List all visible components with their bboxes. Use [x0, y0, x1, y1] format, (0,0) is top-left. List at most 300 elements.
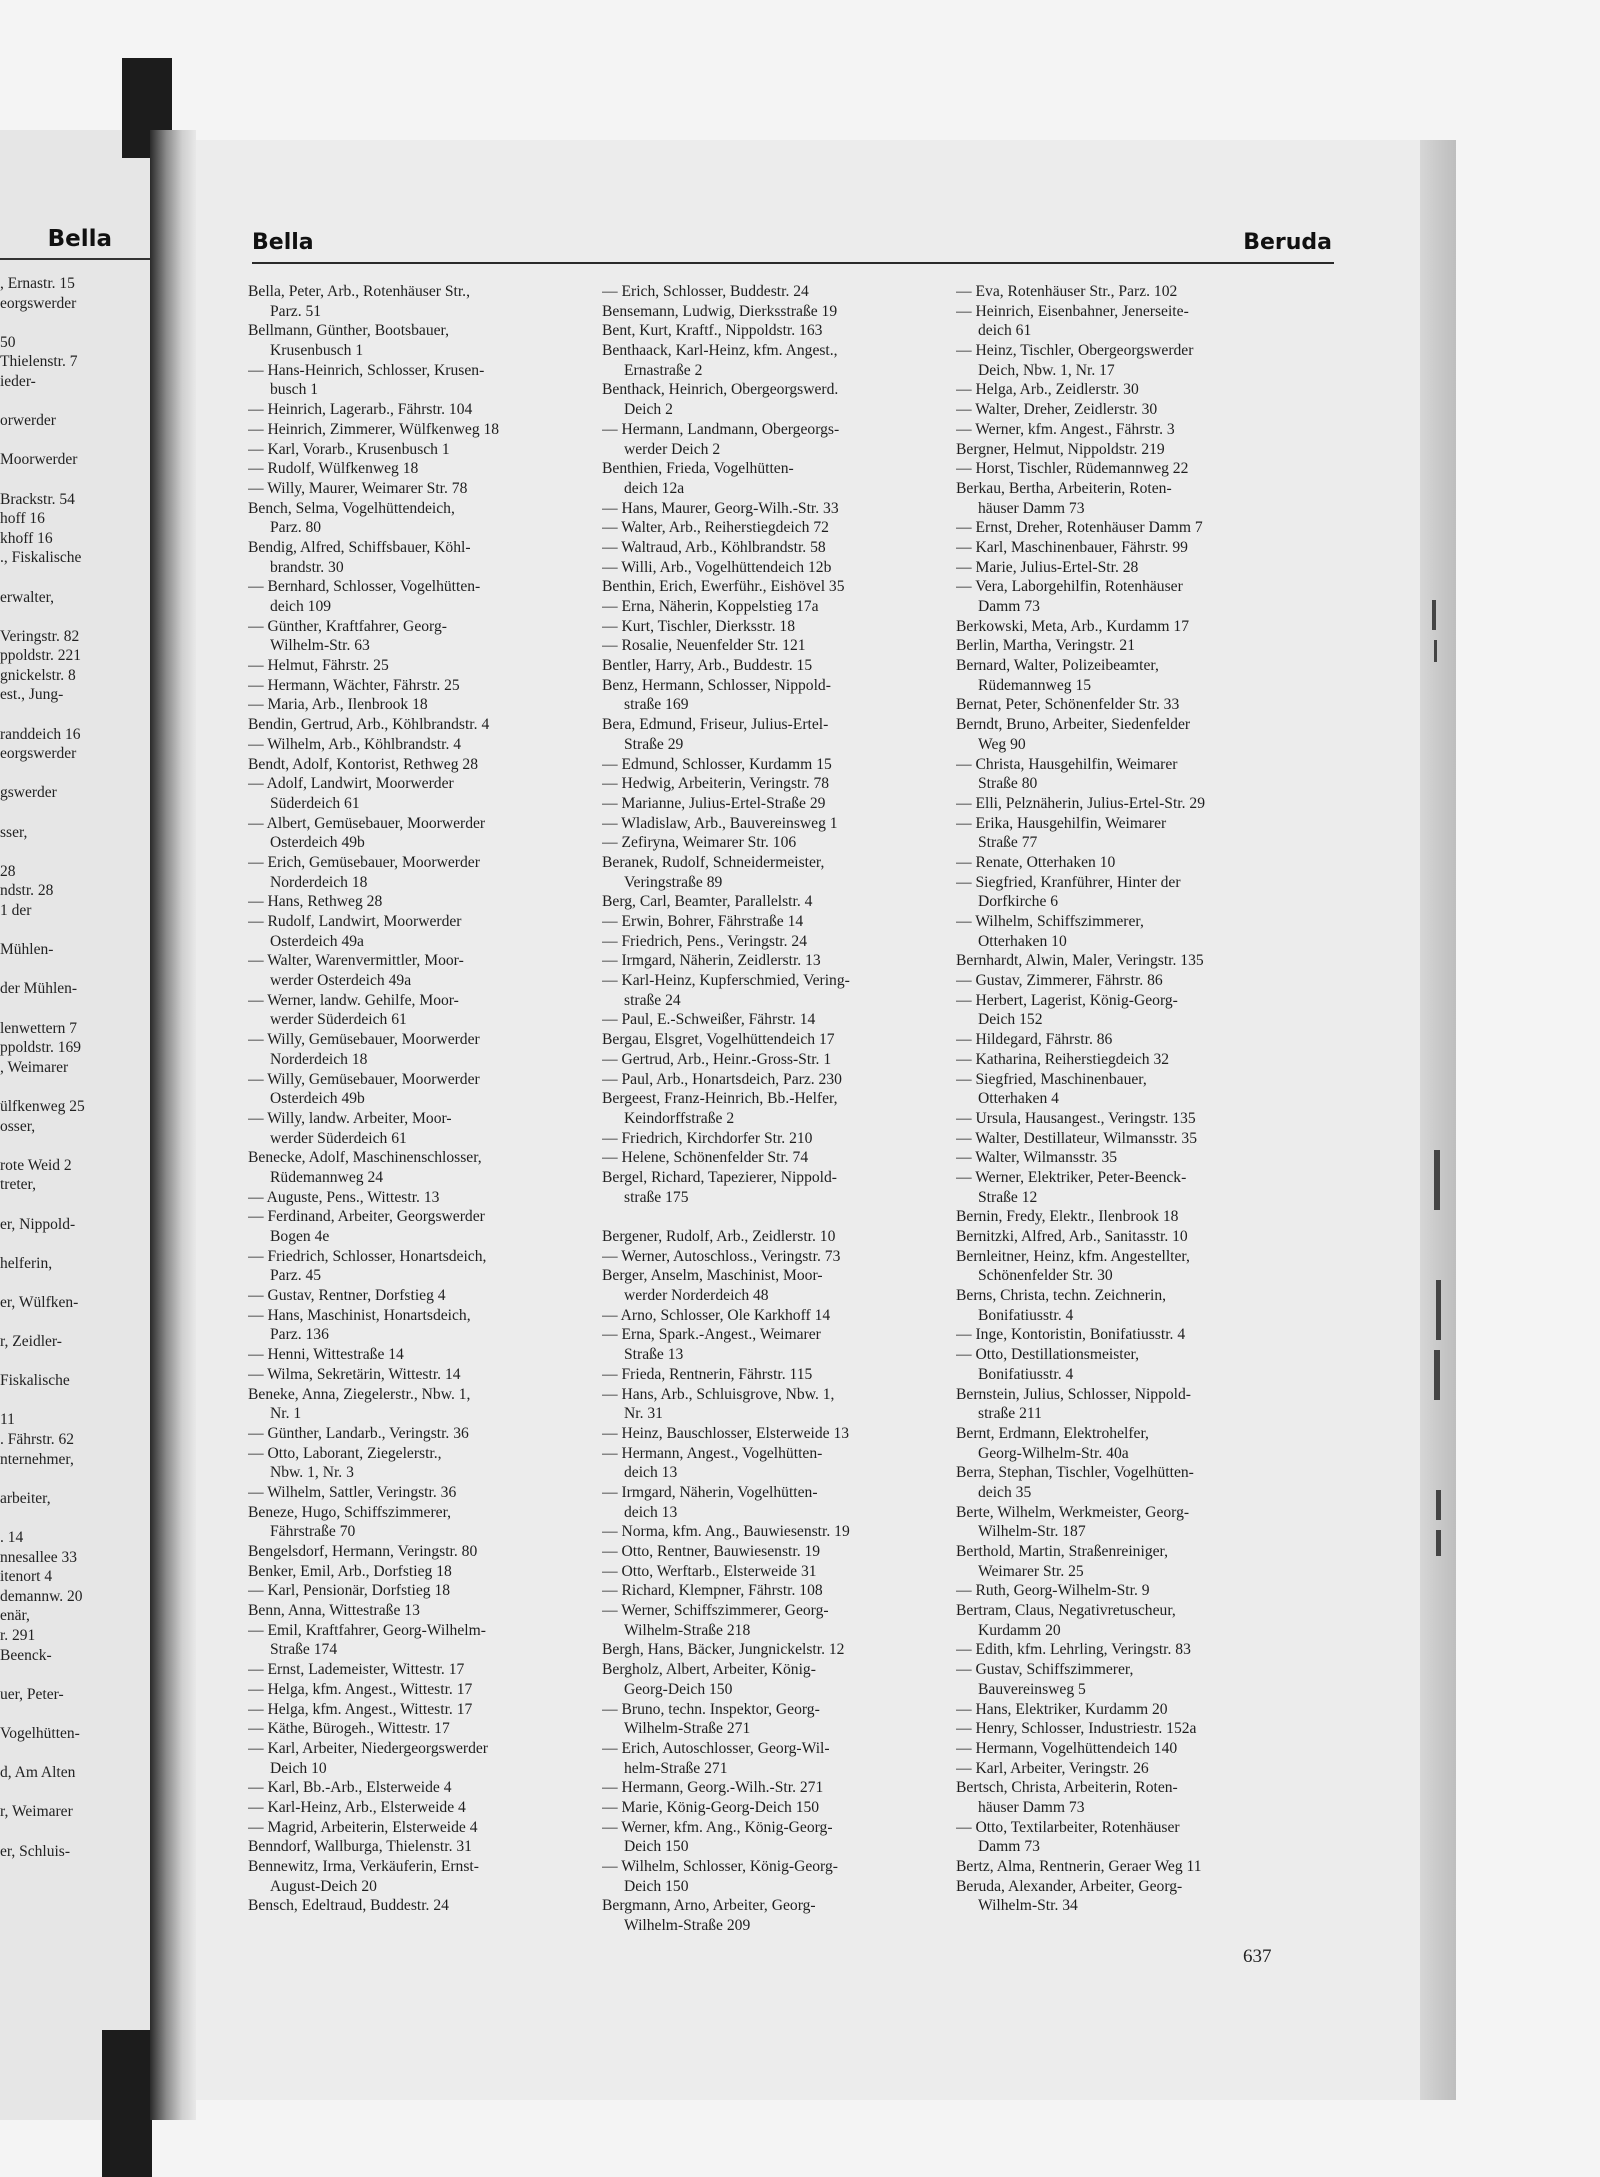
directory-entry-line: deich 35	[978, 1483, 1032, 1501]
directory-entry-line: — Katharina, Reiherstiegdeich 32	[956, 1050, 1170, 1068]
directory-entry-line: — Erwin, Bohrer, Fährstraße 14	[602, 913, 804, 930]
directory-entry-line: — Helga, kfm. Angest., Wittestr. 17	[248, 1680, 473, 1698]
left-page-line: gswerder	[0, 784, 57, 802]
directory-entry-line: Parz. 80	[270, 519, 322, 537]
left-page-line: 1 der	[0, 902, 32, 919]
directory-entry-line: Beranek, Rudolf, Schneidermeister,	[602, 853, 825, 871]
left-page-line: lenwettern 7	[0, 1019, 78, 1037]
directory-entry-line: — Wilma, Sekretärin, Wittestr. 14	[248, 1365, 461, 1383]
directory-entry-line: Damm 73	[978, 598, 1040, 615]
directory-entry-line: Weg 90	[978, 735, 1026, 753]
directory-entry-line: — Ursula, Hausangest., Veringstr. 135	[956, 1109, 1196, 1127]
header-first-name: Bella	[252, 230, 314, 255]
left-page-line: ülfkenweg 25	[0, 1097, 85, 1115]
directory-entry-line: Bauvereinsweg 5	[978, 1680, 1086, 1698]
directory-entry-line: — Erna, Spark.-Angest., Weimarer	[602, 1326, 821, 1344]
directory-entry-line: Osterdeich 49b	[270, 1090, 365, 1108]
directory-entry-line: Bergeest, Franz-Heinrich, Bb.-Helfer,	[602, 1090, 838, 1108]
directory-entry-line: deich 13	[624, 1464, 678, 1482]
directory-entry-line: — Albert, Gemüsebauer, Moorwerder	[248, 814, 486, 832]
directory-entry-line: — Paul, Arb., Honartsdeich, Parz. 230	[602, 1070, 842, 1088]
directory-entry-line: — Wladislaw, Arb., Bauvereinsweg 1	[602, 814, 838, 832]
directory-entry-line: — Erich, Schlosser, Buddestr. 24	[602, 283, 809, 300]
directory-entry-line: — Willy, Maurer, Weimarer Str. 78	[248, 479, 468, 497]
left-page-line	[0, 705, 150, 725]
directory-entry-line: Benthaack, Karl-Heinz, kfm. Angest.,	[602, 342, 838, 360]
directory-entry-line: — Gustav, Schiffszimmerer,	[956, 1661, 1134, 1679]
directory-entry-line: — Helga, kfm. Angest., Wittestr. 17	[248, 1700, 473, 1718]
directory-entry-line: — Willy, Gemüsebauer, Moorwerder	[248, 1031, 480, 1049]
directory-entry-line: Bernard, Walter, Polizeibeamter,	[956, 657, 1159, 675]
left-page-line: sser,	[0, 823, 28, 841]
directory-entry-line: — Otto, Werftarb., Elsterweide 31	[602, 1562, 817, 1580]
directory-entry-line: — Otto, Laborant, Ziegelerstr.,	[248, 1444, 442, 1462]
directory-entry-line: Straße 13	[624, 1346, 684, 1364]
directory-entry-line: — Heinrich, Lagerarb., Fährstr. 104	[248, 401, 473, 419]
directory-entry-line: Georg-Deich 150	[624, 1680, 733, 1698]
directory-entry-line: — Herbert, Lagerist, König-Georg-	[956, 991, 1178, 1009]
directory-entry-line: — Norma, kfm. Ang., Bauwiesenstr. 19	[602, 1523, 850, 1541]
binding-bottom	[102, 2030, 152, 2177]
directory-entry-line: Osterdeich 49a	[270, 932, 364, 950]
directory-entry-line: — Renate, Otterhaken 10	[956, 853, 1116, 871]
directory-entry-line: — Hermann, Angest., Vogelhütten-	[602, 1444, 823, 1462]
directory-entry-line: Wilhelm-Str. 187	[978, 1523, 1086, 1541]
directory-entry-line: Bonifatiusstr. 4	[978, 1306, 1074, 1324]
left-page-line	[0, 764, 150, 784]
directory-entry-line: deich 61	[978, 322, 1032, 340]
column-2	[602, 282, 952, 1936]
directory-entry-line: Berkau, Bertha, Arbeiterin, Roten-	[956, 479, 1172, 497]
directory-entry-line: straße 24	[624, 991, 681, 1009]
left-page-line: rote Weid 2	[0, 1156, 72, 1174]
directory-entry-line: — Paul, E.-Schweißer, Fährstr. 14	[602, 1011, 816, 1029]
directory-entry-line: Benthack, Heinrich, Obergeorgswerd.	[602, 381, 839, 399]
directory-entry-line: werder Norderdeich 48	[624, 1287, 769, 1305]
directory-entry-line: straße 211	[978, 1405, 1042, 1423]
directory-entry-line: — Willy, Gemüsebauer, Moorwerder	[248, 1070, 480, 1088]
directory-entry-line: — Hermann, Landmann, Obergeorgs-	[602, 420, 840, 438]
directory-entry-line: — Otto, Textilarbeiter, Rotenhäuser	[956, 1818, 1180, 1836]
left-page-line: helferin,	[0, 1254, 53, 1272]
directory-entry-line: Straße 80	[978, 775, 1038, 793]
left-page-line	[0, 568, 150, 588]
scan-mark	[1434, 640, 1437, 662]
directory-entry-line: Bogen 4e	[270, 1228, 330, 1245]
directory-entry-line: Bernitzki, Alfred, Arb., Sanitasstr. 10	[956, 1228, 1188, 1245]
left-page-line: nnesallee 33	[0, 1548, 78, 1566]
left-page-line	[0, 1744, 150, 1764]
directory-entry-line: — Friedrich, Pens., Veringstr. 24	[602, 932, 808, 950]
directory-entry-line: — Karl, Maschinenbauer, Fährstr. 99	[956, 538, 1188, 556]
scan-mark	[1436, 1530, 1441, 1556]
directory-entry-line: Deich 150	[624, 1877, 689, 1895]
left-page-header-rule	[0, 258, 150, 260]
directory-entry-line: — Waltraud, Arb., Köhlbrandstr. 58	[602, 538, 826, 556]
directory-entry-line: Norderdeich 18	[270, 1050, 368, 1068]
left-page-line: ppoldstr. 169	[0, 1039, 81, 1057]
directory-entry-line: — Wilhelm, Schlosser, König-Georg-	[602, 1858, 838, 1875]
directory-entry-line: Bernstein, Julius, Schlosser, Nippold-	[956, 1385, 1192, 1403]
left-page-line: Moorwerder	[0, 451, 78, 469]
left-facing-page	[0, 130, 150, 2120]
directory-entry-line: — Werner, Elektriker, Peter-Beenck-	[956, 1168, 1187, 1186]
directory-entry-line: Straße 12	[978, 1188, 1038, 1206]
directory-entry-line: Bernat, Peter, Schönenfelder Str. 33	[956, 696, 1180, 714]
directory-entry-line: Benndorf, Wallburga, Thielenstr. 31	[248, 1838, 472, 1856]
directory-entry-line: — Magrid, Arbeiterin, Elsterweide 4	[248, 1818, 478, 1836]
directory-entry-line: — Friedrich, Kirchdorfer Str. 210	[602, 1129, 813, 1147]
directory-entry-line: — Zefiryna, Weimarer Str. 106	[602, 834, 797, 852]
directory-entry-line: häuser Damm 73	[978, 499, 1085, 517]
left-page-text	[0, 274, 150, 1861]
directory-entry-line: — Henni, Wittestraße 14	[248, 1346, 404, 1364]
directory-entry-line: — Helmut, Fährstr. 25	[248, 657, 389, 675]
left-page-line	[0, 1077, 150, 1097]
directory-entry-line: Parz. 45	[270, 1267, 322, 1285]
left-page-line	[0, 1391, 150, 1411]
directory-entry-line: Benecke, Adolf, Maschinenschlosser,	[248, 1149, 482, 1167]
directory-entry-line: — Edith, kfm. Lehrling, Veringstr. 83	[956, 1641, 1191, 1659]
directory-entry-line: — Maria, Arb., Ilenbrook 18	[248, 696, 428, 714]
directory-entry-line: — Günther, Landarb., Veringstr. 36	[248, 1424, 469, 1442]
directory-entry-line: — Vera, Laborgehilfin, Rotenhäuser	[956, 578, 1183, 596]
directory-entry-line: Weimarer Str. 25	[978, 1562, 1084, 1580]
directory-entry-line: — Heinrich, Eisenbahner, Jenerseite-	[956, 302, 1189, 320]
left-page-line: Vogelhütten-	[0, 1724, 80, 1742]
directory-entry-line: Straße 77	[978, 834, 1038, 852]
directory-entry-line: — Siegfried, Kranführer, Hinter der	[956, 873, 1181, 891]
left-page-line	[0, 1273, 150, 1293]
header-last-name: Beruda	[1243, 230, 1332, 255]
left-page-line	[0, 1822, 150, 1842]
directory-entry-line: Benn, Anna, Wittestraße 13	[248, 1602, 420, 1620]
directory-entry-line: helm-Straße 271	[624, 1759, 728, 1777]
directory-entry-line: häuser Damm 73	[978, 1798, 1085, 1816]
left-page-line: osser,	[0, 1117, 36, 1135]
directory-entry-line: Bertz, Alma, Rentnerin, Geraer Weg 11	[956, 1858, 1202, 1875]
directory-entry-line: Veringstraße 89	[624, 873, 723, 891]
directory-entry-line: — Friedrich, Schlosser, Honartsdeich,	[248, 1247, 487, 1265]
directory-entry-line: Beneze, Hugo, Schiffszimmerer,	[248, 1503, 452, 1521]
directory-entry-line: deich 12a	[624, 479, 685, 497]
directory-entry-line: Nr. 1	[270, 1405, 302, 1423]
left-page-line	[0, 1352, 150, 1372]
left-page-line: Beenck-	[0, 1646, 52, 1664]
directory-entry-line: Bellmann, Günther, Bootsbauer,	[248, 322, 449, 340]
left-page-line	[0, 1195, 150, 1215]
book-gutter	[150, 130, 196, 2120]
left-page-line: Thielenstr. 7	[0, 353, 78, 371]
directory-entry-line: — Hans, Maurer, Georg-Wilh.-Str. 33	[602, 499, 839, 517]
directory-entry-line: Deich 152	[978, 1011, 1043, 1029]
left-page-line: eorgswerder	[0, 745, 77, 763]
left-page-line: , Weimarer	[0, 1058, 69, 1076]
left-page-line	[0, 313, 150, 333]
directory-entry-line: — Heinrich, Zimmerer, Wülfkenweg 18	[248, 420, 500, 438]
left-page-line: ., Fiskalische	[0, 549, 82, 567]
directory-entry-line: — Walter, Arb., Reiherstiegdeich 72	[602, 519, 829, 537]
left-page-line: er, Nippold-	[0, 1215, 76, 1233]
directory-entry-line: Berndt, Bruno, Arbeiter, Siedenfelder	[956, 716, 1191, 734]
directory-entry-line: — Wilhelm, Schiffszimmerer,	[956, 913, 1144, 930]
directory-entry-line: — Eva, Rotenhäuser Str., Parz. 102	[956, 283, 1178, 300]
directory-entry-line: Bengelsdorf, Hermann, Veringstr. 80	[248, 1543, 478, 1560]
column-3	[956, 282, 1306, 1916]
directory-entry-line: — Gustav, Zimmerer, Fährstr. 86	[956, 972, 1163, 990]
left-page-line: Mühlen-	[0, 941, 54, 959]
left-page-line: Fiskalische	[0, 1372, 70, 1390]
left-page-line: 11	[0, 1411, 15, 1429]
directory-entry-line: — Elli, Pelznäherin, Julius-Ertel-Str. 29	[956, 794, 1206, 812]
directory-entry-line: Krusenbusch 1	[270, 342, 364, 360]
directory-entry-line: Ernastraße 2	[624, 361, 703, 379]
directory-entry-line: busch 1	[270, 381, 319, 399]
directory-entry-line: — Hermann, Vogelhüttendeich 140	[956, 1739, 1178, 1757]
directory-entry-line: Bensemann, Ludwig, Dierksstraße 19	[602, 302, 838, 320]
left-page-line: nternehmer,	[0, 1450, 74, 1468]
directory-entry-line: — Gertrud, Arb., Heinr.-Gross-Str. 1	[602, 1050, 832, 1068]
directory-entry-line: — Walter, Destillateur, Wilmansstr. 35	[956, 1129, 1197, 1147]
directory-entry-line: — Edmund, Schlosser, Kurdamm 15	[602, 755, 832, 773]
column-1	[248, 282, 598, 1916]
directory-entry-line: — Bruno, techn. Inspektor, Georg-	[602, 1700, 820, 1718]
left-page-line: er, Wülfken-	[0, 1293, 79, 1311]
directory-entry-line: — Irmgard, Näherin, Vogelhütten-	[602, 1483, 818, 1501]
left-page-line	[0, 803, 150, 823]
directory-entry-line: — Rudolf, Wülfkenweg 18	[248, 460, 419, 478]
left-page-line	[0, 1136, 150, 1156]
directory-entry-line: Wilhelm-Straße 218	[624, 1621, 751, 1639]
left-page-line	[0, 842, 150, 862]
directory-entry-line: Bergener, Rudolf, Arb., Zeidlerstr. 10	[602, 1228, 836, 1245]
scan-mark	[1432, 600, 1436, 630]
left-page-line: ppoldstr. 221	[0, 647, 81, 665]
directory-entry-line: — Ernst, Dreher, Rotenhäuser Damm 7	[956, 519, 1203, 537]
directory-entry-line: — Hildegard, Fährstr. 86	[956, 1031, 1113, 1049]
directory-entry-line: — Frieda, Rentnerin, Fährstr. 115	[602, 1365, 813, 1383]
left-page-header: Bella	[47, 226, 112, 252]
directory-entry-line: Otterhaken 4	[978, 1090, 1059, 1108]
directory-entry-line: Berte, Wilhelm, Werkmeister, Georg-	[956, 1503, 1190, 1521]
left-page-line: r, Weimarer	[0, 1803, 73, 1821]
directory-entry-line: werder Osterdeich 49a	[270, 972, 412, 990]
left-page-line: r, Zeidler-	[0, 1333, 62, 1351]
left-page-line: , Ernastr. 15	[0, 275, 75, 292]
directory-entry-line: Benker, Emil, Arb., Dorfstieg 18	[248, 1562, 452, 1580]
directory-entry-line: Bensch, Edeltraud, Buddestr. 24	[248, 1897, 449, 1915]
directory-entry-line: Wilhelm-Straße 271	[624, 1720, 751, 1738]
left-page-line: khoff 16	[0, 529, 53, 547]
left-page-line: Brackstr. 54	[0, 490, 75, 508]
left-page-line: r. 291	[0, 1626, 36, 1644]
left-page-line	[0, 1469, 150, 1489]
directory-entry-line: Bergholz, Albert, Arbeiter, König-	[602, 1661, 816, 1679]
directory-entry-line: — Walter, Wilmansstr. 35	[956, 1149, 1118, 1167]
directory-entry-line: — Heinz, Tischler, Obergeorgswerder	[956, 342, 1194, 360]
directory-entry-line: — Inge, Kontoristin, Bonifatiusstr. 4	[956, 1326, 1186, 1344]
directory-entry-line: Beneke, Anna, Ziegelerstr., Nbw. 1,	[248, 1385, 471, 1403]
scan-mark	[1434, 1150, 1440, 1210]
directory-entry-line: — Rudolf, Landwirt, Moorwerder	[248, 913, 462, 930]
left-page-line: uer, Peter-	[0, 1685, 64, 1703]
header-rule	[252, 262, 1334, 264]
directory-entry-line: — Christa, Hausgehilfin, Weimarer	[956, 755, 1178, 773]
directory-entry-line: Berns, Christa, techn. Zeichnerin,	[956, 1287, 1167, 1305]
left-page-line	[0, 470, 150, 490]
directory-entry-line: Bernin, Fredy, Elektr., Ilenbrook 18	[956, 1208, 1179, 1226]
left-page-line	[0, 1312, 150, 1332]
directory-entry-line: Dorfkirche 6	[978, 893, 1059, 911]
directory-entry-line: — Hans, Maschinist, Honartsdeich,	[248, 1306, 471, 1324]
left-page-line: erwalter,	[0, 588, 55, 606]
directory-entry-line: — Helene, Schönenfelder Str. 74	[602, 1149, 809, 1167]
left-page-line: . Fährstr. 62	[0, 1431, 75, 1449]
left-page-line	[0, 1704, 150, 1724]
directory-entry-line: — Karl, Arbeiter, Veringstr. 26	[956, 1759, 1149, 1777]
directory-entry-line: Benz, Hermann, Schlosser, Nippold-	[602, 676, 831, 694]
left-page-line	[0, 921, 150, 941]
left-page-line: itenort 4	[0, 1568, 53, 1586]
directory-entry-line: Bernt, Erdmann, Elektrohelfer,	[956, 1424, 1149, 1442]
left-page-line: d, Am Alten	[0, 1764, 76, 1782]
directory-entry-line: — Erich, Autoschlosser, Georg-Wil-	[602, 1739, 830, 1757]
directory-entry-line: deich 109	[270, 598, 332, 615]
directory-entry-line: Bertsch, Christa, Arbeiterin, Roten-	[956, 1779, 1178, 1797]
directory-entry-line: Rüdemannweg 24	[270, 1168, 384, 1186]
directory-entry-line: Rüdemannweg 15	[978, 676, 1092, 694]
directory-entry-line: Bendig, Alfred, Schiffsbauer, Köhl-	[248, 538, 471, 556]
directory-entry-line: — Erika, Hausgehilfin, Weimarer	[956, 814, 1167, 832]
directory-entry-line: straße 169	[624, 696, 689, 714]
directory-entry-line: — Erich, Gemüsebauer, Moorwerder	[248, 853, 480, 871]
directory-entry-line: — Marie, Julius-Ertel-Str. 28	[956, 558, 1139, 576]
directory-entry-line: — Karl, Pensionär, Dorfstieg 18	[248, 1582, 451, 1600]
directory-entry-line: Schönenfelder Str. 30	[978, 1267, 1113, 1285]
left-page-line	[0, 1234, 150, 1254]
left-page-line: demannw. 20	[0, 1587, 83, 1605]
directory-entry-line: werder Süderdeich 61	[270, 1129, 407, 1147]
directory-entry-line: — Richard, Klempner, Fährstr. 108	[602, 1582, 823, 1600]
scan-mark	[1436, 1490, 1441, 1520]
left-page-line: treter,	[0, 1176, 36, 1194]
left-page-line: . 14	[0, 1529, 24, 1546]
directory-entry-line: Bendt, Adolf, Kontorist, Rethweg 28	[248, 755, 478, 773]
directory-entry-line: Nr. 31	[624, 1405, 663, 1423]
directory-entry-line: Berkowski, Meta, Arb., Kurdamm 17	[956, 617, 1190, 635]
directory-entry-line: brandstr. 30	[270, 558, 344, 576]
directory-entry-line: Deich 150	[624, 1838, 689, 1856]
directory-entry-line: Straße 174	[270, 1641, 338, 1659]
directory-entry-line: Keindorffstraße 2	[624, 1109, 735, 1127]
directory-entry-line: Deich, Nbw. 1, Nr. 17	[978, 361, 1115, 379]
directory-entry-line: Nbw. 1, Nr. 3	[270, 1464, 354, 1482]
directory-entry-line: Bera, Edmund, Friseur, Julius-Ertel-	[602, 716, 829, 734]
directory-entry-line	[602, 1207, 952, 1227]
directory-entry-line: Fährstraße 70	[270, 1523, 356, 1541]
left-page-line: ieder-	[0, 372, 36, 390]
directory-page	[196, 140, 1436, 2100]
directory-entry-line: Bonifatiusstr. 4	[978, 1365, 1074, 1383]
directory-entry-line: Berger, Anselm, Maschinist, Moor-	[602, 1267, 823, 1285]
directory-entry-line: — Werner, kfm. Ang., König-Georg-	[602, 1818, 833, 1836]
page-edge	[1420, 140, 1456, 2100]
directory-entry-line: Bench, Selma, Vogelhüttendeich,	[248, 499, 455, 517]
directory-entry-line: Deich 2	[624, 401, 673, 419]
directory-entry-line: Bendin, Gertrud, Arb., Köhlbrandstr. 4	[248, 716, 490, 734]
directory-entry-line: — Werner, kfm. Angest., Fährstr. 3	[956, 420, 1175, 438]
left-page-line: est., Jung-	[0, 686, 64, 704]
directory-entry-line: Berg, Carl, Beamter, Parallelstr. 4	[602, 893, 813, 911]
directory-entry-line: — Willy, landw. Arbeiter, Moor-	[248, 1109, 452, 1127]
directory-entry-line: Wilhelm-Str. 34	[978, 1897, 1078, 1915]
left-page-line	[0, 1665, 150, 1685]
directory-entry-line: — Bernhard, Schlosser, Vogelhütten-	[248, 578, 481, 596]
directory-entry-line: werder Deich 2	[624, 440, 721, 458]
directory-entry-line: Benthien, Frieda, Vogelhütten-	[602, 460, 794, 478]
directory-entry-line: Bergh, Hans, Bäcker, Jungnickelstr. 12	[602, 1641, 845, 1659]
directory-entry-line: Bella, Peter, Arb., Rotenhäuser Str.,	[248, 283, 470, 300]
left-page-line: arbeiter,	[0, 1489, 51, 1507]
left-page-line	[0, 1783, 150, 1803]
directory-entry-line: Deich 10	[270, 1759, 327, 1777]
directory-entry-line: — Henry, Schlosser, Industriestr. 152a	[956, 1720, 1197, 1738]
directory-entry-line: Osterdeich 49b	[270, 834, 365, 852]
directory-entry-line: — Werner, Autoschloss., Veringstr. 73	[602, 1247, 841, 1265]
directory-entry-line: werder Süderdeich 61	[270, 1011, 407, 1029]
left-page-line	[0, 999, 150, 1019]
directory-entry-line: — Ferdinand, Arbeiter, Georgswerder	[248, 1208, 485, 1226]
directory-entry-line: — Gustav, Rentner, Dorfstieg 4	[248, 1287, 446, 1305]
directory-entry-line: — Erna, Näherin, Koppelstieg 17a	[602, 598, 819, 615]
left-page-line	[0, 1508, 150, 1528]
directory-entry-line: Bertram, Claus, Negativretuscheur,	[956, 1602, 1176, 1620]
page-header	[252, 230, 1332, 270]
directory-entry-line: Bergau, Elsgret, Vogelhüttendeich 17	[602, 1031, 835, 1049]
directory-entry-line: — Hans, Arb., Schluisgrove, Nbw. 1,	[602, 1385, 835, 1403]
directory-entry-line: — Günther, Kraftfahrer, Georg-	[248, 617, 447, 635]
scan-mark	[1434, 1350, 1440, 1400]
directory-entry-line: — Walter, Dreher, Zeidlerstr. 30	[956, 401, 1158, 419]
directory-entry-line: — Käthe, Bürogeh., Wittestr. 17	[248, 1720, 450, 1738]
directory-entry-line: — Karl-Heinz, Kupferschmied, Vering-	[602, 972, 850, 990]
directory-entry-line: — Karl-Heinz, Arb., Elsterweide 4	[248, 1798, 466, 1816]
scan-mark	[1436, 1280, 1441, 1340]
directory-entry-line: Bergner, Helmut, Nippoldstr. 219	[956, 440, 1165, 458]
directory-entry-line: — Karl, Vorarb., Krusenbusch 1	[248, 440, 450, 458]
directory-entry-line: — Otto, Destillationsmeister,	[956, 1346, 1140, 1364]
directory-entry-line: — Arno, Schlosser, Ole Karkhoff 14	[602, 1306, 831, 1324]
directory-entry-line: Berra, Stephan, Tischler, Vogelhütten-	[956, 1464, 1194, 1482]
directory-entry-line: Berthold, Martin, Straßenreiniger,	[956, 1543, 1169, 1560]
directory-entry-line: — Hedwig, Arbeiterin, Veringstr. 78	[602, 775, 830, 793]
directory-entry-line: Wilhelm-Str. 63	[270, 637, 370, 655]
directory-entry-line: — Willi, Arb., Vogelhüttendeich 12b	[602, 558, 832, 576]
directory-entry-line: Beruda, Alexander, Arbeiter, Georg-	[956, 1877, 1183, 1895]
left-page-line	[0, 431, 150, 451]
directory-entry-line: Parz. 51	[270, 302, 322, 320]
directory-entry-line: Bent, Kurt, Kraftf., Nippoldstr. 163	[602, 322, 823, 340]
directory-entry-line: Kurdamm 20	[978, 1621, 1061, 1639]
directory-entry-line: deich 13	[624, 1503, 678, 1521]
left-page-line: orwerder	[0, 412, 56, 430]
directory-entry-line: Bernleitner, Heinz, kfm. Angestellter,	[956, 1247, 1190, 1265]
directory-entry-line: Parz. 136	[270, 1326, 329, 1344]
directory-entry-line: — Siegfried, Maschinenbauer,	[956, 1070, 1147, 1088]
directory-entry-line: Bergmann, Arno, Arbeiter, Georg-	[602, 1897, 816, 1915]
directory-entry-line: Otterhaken 10	[978, 932, 1067, 950]
left-page-line	[0, 607, 150, 627]
